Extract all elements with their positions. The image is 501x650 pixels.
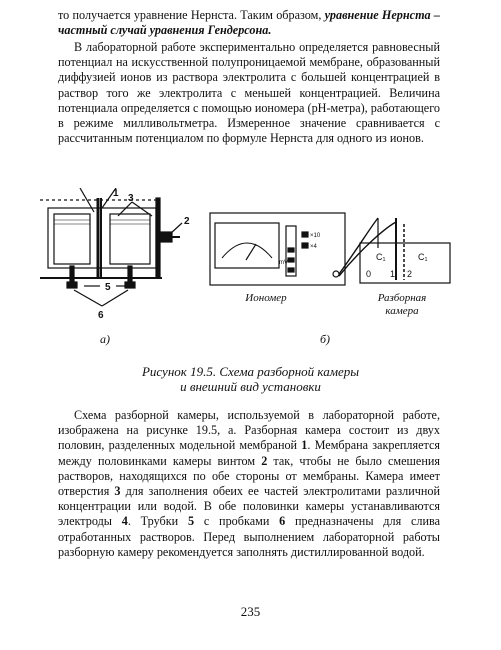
range-x4: ×4 — [310, 244, 317, 250]
subfig-b-label: б) — [320, 332, 331, 346]
ref-tubes: 5 — [187, 514, 195, 529]
range-x10: ×10 — [310, 233, 321, 239]
ref-electrodes: 4 — [121, 514, 128, 529]
scale-mv: mV — [279, 260, 288, 266]
c1-right: C₁ — [418, 252, 428, 262]
subfig-a-label: а) — [100, 332, 110, 346]
callout-1: 1 — [113, 188, 119, 199]
intro-paragraph — [58, 8, 440, 38]
intro-emphasis: уравнение Нернста – частный случай уравнения Гендерсона. — [58, 8, 440, 38]
c1-left: C₁ — [376, 252, 386, 262]
ionomer-label: Иономер — [245, 292, 287, 304]
ref-screw: 2 — [261, 453, 268, 468]
lab-paragraph: В лабораторной работе экспериментально определяется равновесный потенциал на искусственной полупроницаемой мембране, образованный диффузией ионов из раствора электролита с большей концентрацией в раствор того же электролита с меньшей концентрацией. Величина потенциала определяется с помощью иономера (pH-метра), работающего в режиме милливольтметра. Измеренное значение сравнивается с рассчитанным потенциалом по формуле Нернста для одного из ионов. — [58, 40, 440, 146]
callout-2: 2 — [184, 216, 190, 227]
num-2: 2 — [407, 269, 413, 279]
callout-5: 5 — [105, 282, 111, 293]
callout-6: 6 — [98, 310, 104, 321]
page-number: 235 — [240, 604, 261, 619]
chamber-schematic — [40, 188, 182, 306]
ionomer-device — [210, 213, 345, 285]
num-1: 1 — [390, 269, 396, 279]
ref-membrane: 1 — [301, 438, 308, 453]
ref-openings: 3 — [114, 484, 121, 499]
description-paragraph: Схема разборной камеры, используемой в лабораторной работе, изображена на рисунке 19.5, а. Разборная камера состоит из двух половин, разделенных модельной мембраной 1. Мембрана закрепляется между половинками камеры винтом 2 так, чтобы не было смешения растворов, находящихся по обе стороны от мембраны. Камера имеет отверстия 3 для заполнения обеих ее частей электролитами различной концентрации или водой. В обе половинки камеры устанавливаются электроды 4. Трубки 5 с пробками 6 предназначены для слива отработанных растворов. Перед выполнением лабораторной работы разборную камеру рекомендуется заполнять дистиллированной водой. — [58, 408, 441, 559]
chamber-label: Разборная камера — [377, 292, 427, 317]
intro-text: то получается уравнение Нернста. Таким образом, — [58, 8, 325, 22]
callout-3: 3 — [128, 193, 134, 204]
figure-caption: Рисунок 19.5. Схема разборной камеры и внешний вид установки — [141, 364, 360, 394]
num-0: 0 — [366, 269, 372, 279]
chamber-device — [360, 218, 450, 283]
ref-plugs: 6 — [279, 514, 286, 529]
